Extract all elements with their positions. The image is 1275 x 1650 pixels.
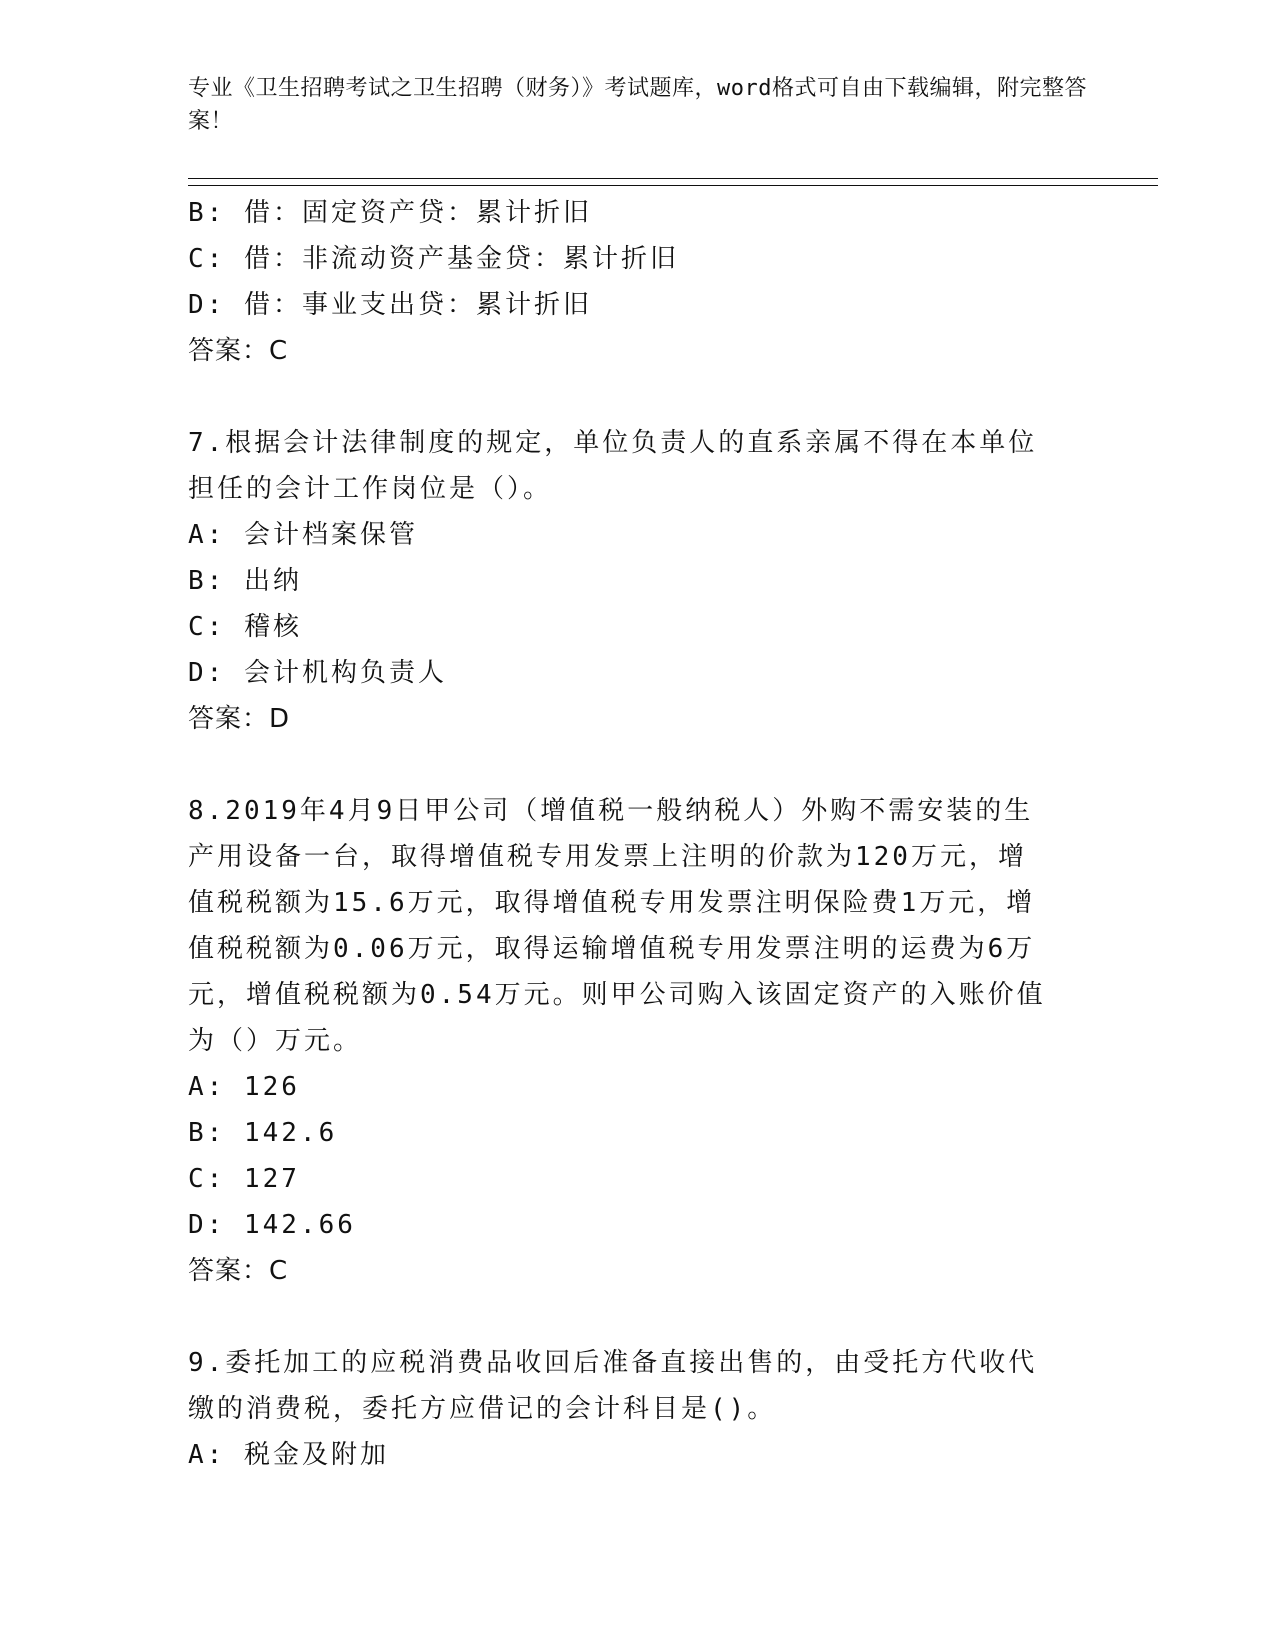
question-7	[188, 420, 1088, 742]
option-b: B: 142.6	[188, 1118, 338, 1148]
question-text: 8.2019年4月9日甲公司（增值税一般纳税人）外购不需安装的生产用设备一台，取得增值税专用发票上注明的价款为120万元，增值税税额为15.6万元，取得增值税专用发票注明保险费1万元，增值税税额为0.06万元，取得运输增值税专用发票注明的运费为6万元，增值税税额为0.54万元。则甲公司购入该固定资产的入账价值为（）万元。	[188, 796, 1046, 1056]
header-divider	[188, 178, 1158, 186]
option-b: B: 出纳	[188, 566, 302, 596]
option-d: D: 142.66	[188, 1210, 356, 1240]
option-c: C: 127	[188, 1164, 300, 1194]
option-b: B: 借：固定资产贷：累计折旧	[188, 198, 592, 228]
option-d: D: 借：事业支出贷：累计折旧	[188, 290, 592, 320]
question-text: 7.根据会计法律制度的规定，单位负责人的直系亲属不得在本单位担任的会计工作岗位是（）。	[188, 428, 1038, 504]
question-text: 9.委托加工的应税消费品收回后准备直接出售的，由受托方代收代缴的消费税，委托方应借记的会计科目是()。	[188, 1348, 1038, 1424]
option-c: C: 稽核	[188, 612, 302, 642]
answer: 答案：C	[188, 336, 289, 366]
document-body	[188, 190, 1088, 1478]
option-a: A: 126	[188, 1072, 300, 1102]
document-header: 专业《卫生招聘考试之卫生招聘（财务）》考试题库，word格式可自由下载编辑，附完整答案！	[188, 76, 1087, 134]
option-d: D: 会计机构负责人	[188, 658, 447, 688]
answer: 答案：D	[188, 704, 291, 734]
answer: 答案：C	[188, 1256, 289, 1286]
option-a: A: 税金及附加	[188, 1440, 389, 1470]
option-a: A: 会计档案保管	[188, 520, 418, 550]
question-8	[188, 788, 1088, 1294]
question-9	[188, 1340, 1088, 1478]
option-c: C: 借：非流动资产基金贷：累计折旧	[188, 244, 679, 274]
question-6-tail	[188, 190, 1088, 374]
